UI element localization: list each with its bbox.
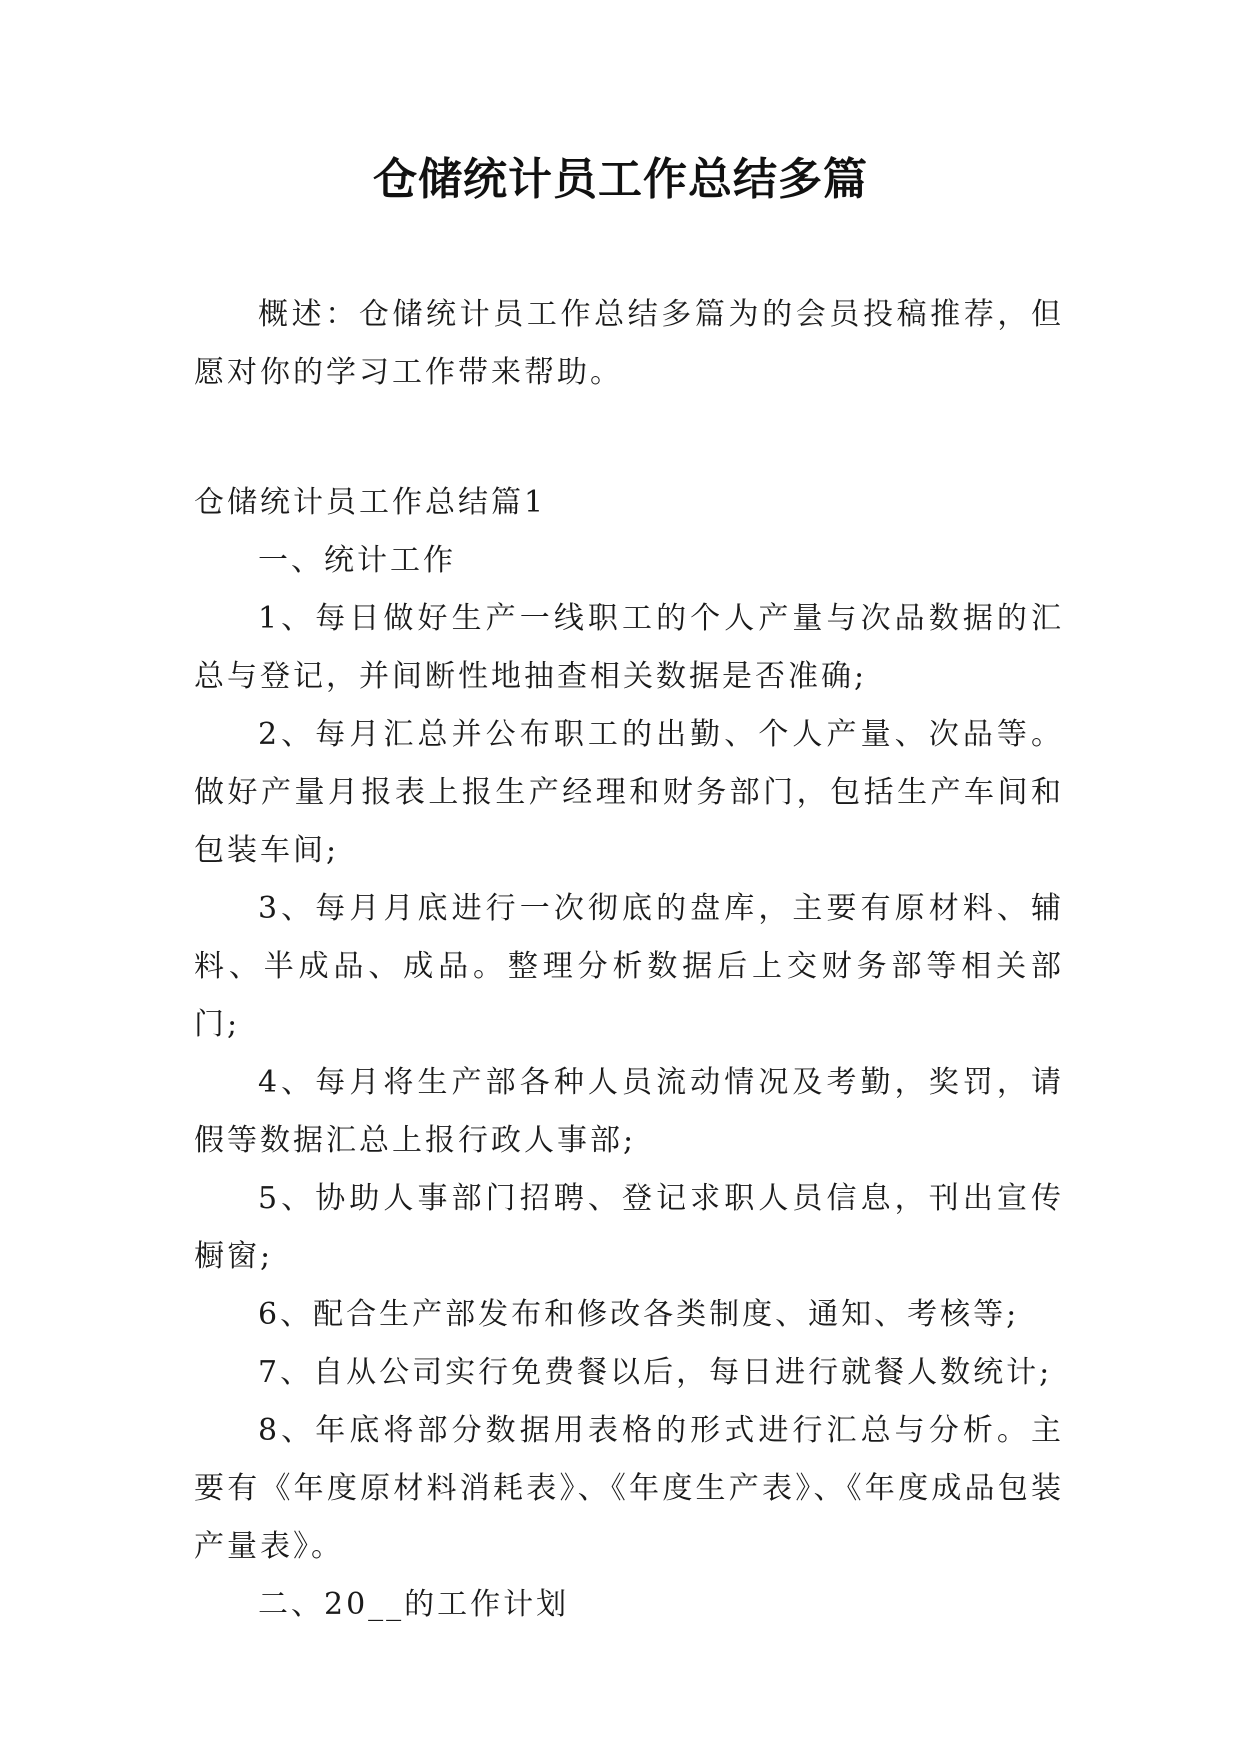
document-title: 仓储统计员工作总结多篇 — [373, 154, 868, 205]
section-heading-statistics: 一、统计工作 — [258, 543, 456, 578]
list-item: 2、每月汇总并公布职工的出勤、个人产量、次品等。做好产量月报表上报生产经理和财务部门，包括生产车间和包装车间; — [194, 717, 1064, 868]
section-heading-plan: 二、20__的工作计划 — [258, 1587, 570, 1622]
list-item: 7、自从公司实行免费餐以后，每日进行就餐人数统计; — [258, 1355, 1053, 1390]
document-body — [194, 286, 1064, 1634]
article-heading: 仓储统计员工作总结篇1 — [194, 485, 547, 520]
summary-paragraph: 概述：仓储统计员工作总结多篇为的会员投稿推荐，但愿对你的学习工作带来帮助。 — [194, 297, 1064, 390]
list-item: 3、每月月底进行一次彻底的盘库，主要有原材料、辅料、半成品、成品。整理分析数据后上交财务部等相关部门; — [194, 891, 1064, 1042]
list-item: 6、配合生产部发布和修改各类制度、通知、考核等; — [258, 1297, 1020, 1332]
list-item: 4、每月将生产部各种人员流动情况及考勤，奖罚，请假等数据汇总上报行政人事部; — [194, 1065, 1064, 1158]
list-item: 8、年底将部分数据用表格的形式进行汇总与分析。主要有《年度原材料消耗表》、《年度生产表》、《年度成品包装产量表》。 — [194, 1413, 1064, 1564]
list-item: 1、每日做好生产一线职工的个人产量与次品数据的汇总与登记，并间断性地抽查相关数据是否准确; — [194, 601, 1064, 694]
list-item: 5、协助人事部门招聘、登记求职人员信息，刊出宣传橱窗; — [194, 1181, 1064, 1274]
